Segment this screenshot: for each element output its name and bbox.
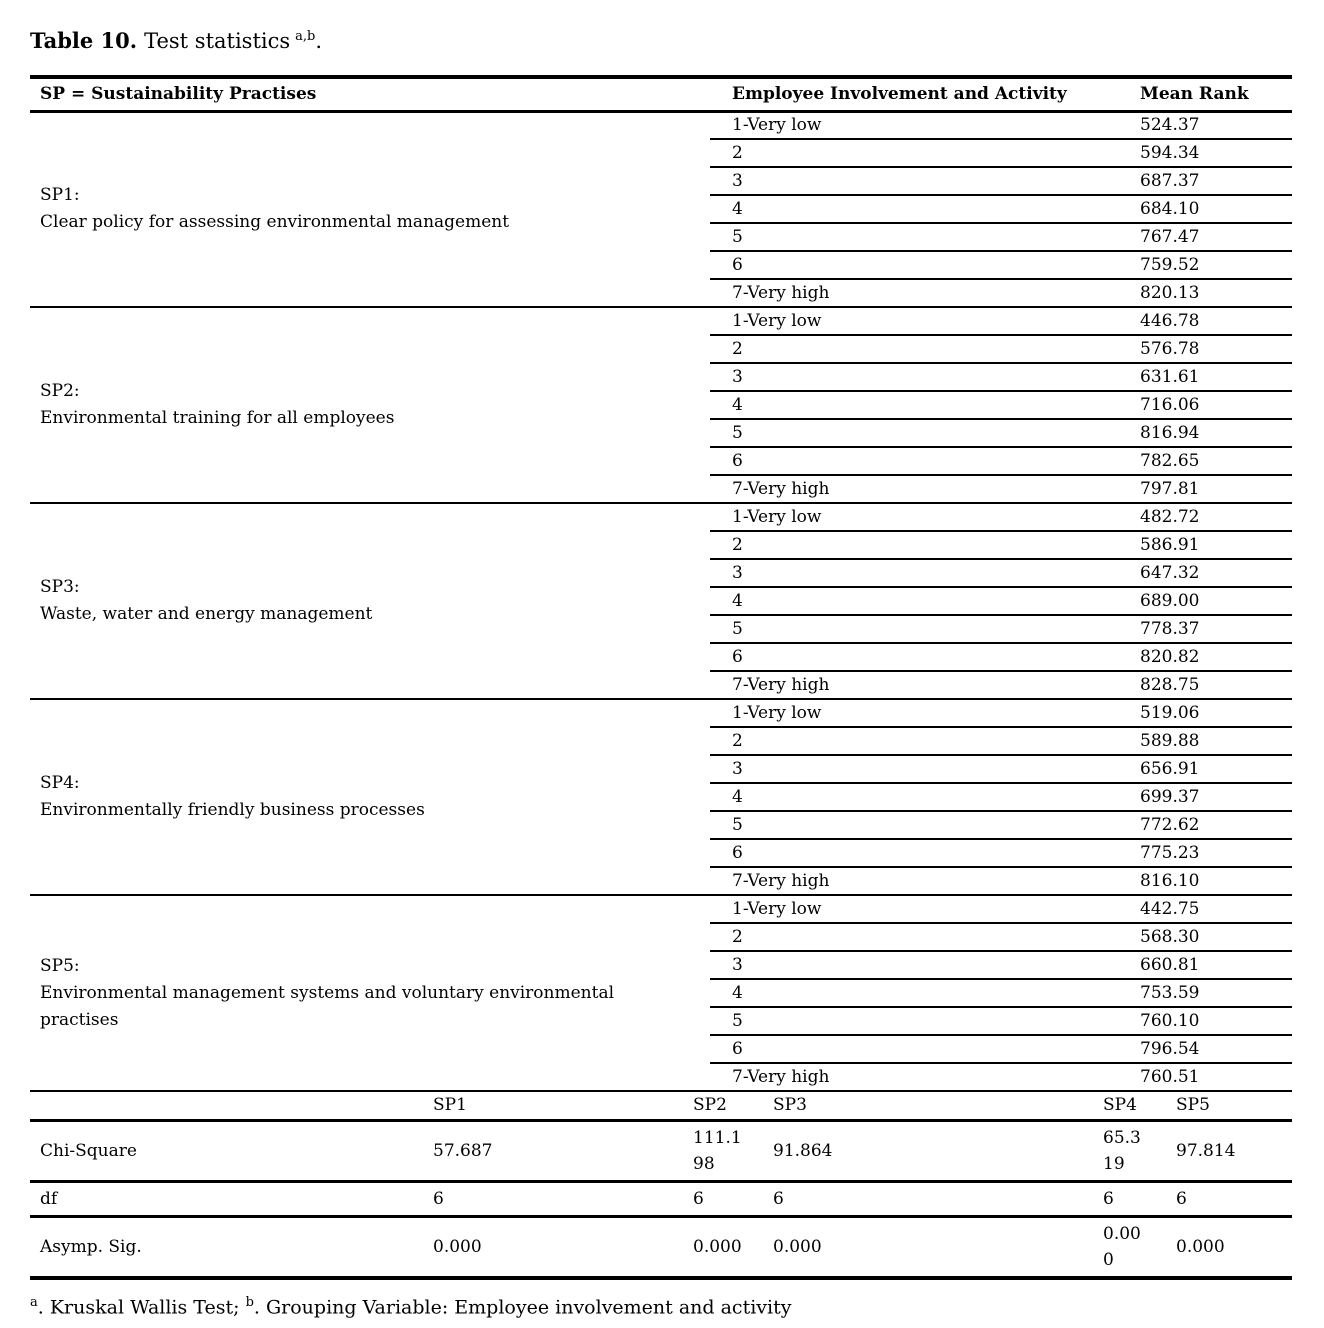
stats-value-cell bbox=[680, 1181, 760, 1216]
involvement-level-cell: 5 bbox=[710, 223, 1130, 251]
mean-rank-row bbox=[30, 503, 1292, 531]
mean-rank-cell: 767.47 bbox=[1130, 223, 1292, 251]
sp-description: Clear policy for assessing environmental management bbox=[40, 212, 510, 233]
stats-value-cell bbox=[680, 1216, 760, 1278]
mean-rank-cell: 778.37 bbox=[1130, 615, 1292, 643]
sp-description-cell bbox=[30, 307, 710, 503]
stats-column-header: SP2 bbox=[680, 1092, 760, 1120]
sp-description-cell bbox=[30, 895, 710, 1091]
stats-value: 6 bbox=[1176, 1188, 1187, 1209]
involvement-level-cell: 5 bbox=[710, 419, 1130, 447]
stats-value: 91.864 bbox=[773, 1140, 833, 1161]
involvement-level-cell: 7-Very high bbox=[710, 867, 1130, 895]
stats-value: 0.000 bbox=[433, 1236, 482, 1257]
mean-rank-cell: 772.62 bbox=[1130, 811, 1292, 839]
stats-value-cell bbox=[1163, 1216, 1292, 1278]
stats-value: 111.198 bbox=[693, 1127, 742, 1174]
stats-column-header: SP1 bbox=[420, 1092, 680, 1120]
header-employee-involvement: Employee Involvement and Activity bbox=[710, 77, 1130, 111]
stats-row-label: Chi-Square bbox=[30, 1120, 420, 1181]
involvement-level-cell: 7-Very high bbox=[710, 1063, 1130, 1091]
involvement-level-cell: 7-Very high bbox=[710, 279, 1130, 307]
stats-value: 57.687 bbox=[433, 1140, 493, 1161]
sp-description: Environmental training for all employees bbox=[40, 408, 395, 428]
involvement-level-cell: 5 bbox=[710, 615, 1130, 643]
involvement-level-cell: 2 bbox=[710, 531, 1130, 559]
involvement-level-cell: 6 bbox=[710, 447, 1130, 475]
sp-description-cell bbox=[30, 111, 710, 307]
involvement-level-cell: 6 bbox=[710, 251, 1130, 279]
table-caption-period: . bbox=[315, 29, 323, 53]
mean-rank-cell: 716.06 bbox=[1130, 391, 1292, 419]
mean-rank-cell: 684.10 bbox=[1130, 195, 1292, 223]
stats-value: 0.000 bbox=[1176, 1236, 1225, 1257]
footnote-superscript-b: b bbox=[245, 1294, 254, 1310]
sp-description: Environmental management systems and voluntary environmental practises bbox=[40, 982, 615, 1030]
mean-rank-cell: 576.78 bbox=[1130, 335, 1292, 363]
involvement-level-cell: 1-Very low bbox=[710, 503, 1130, 531]
involvement-level-cell: 4 bbox=[710, 195, 1130, 223]
mean-rank-cell: 647.32 bbox=[1130, 559, 1292, 587]
stats-value-cell bbox=[420, 1120, 680, 1181]
mean-rank-row bbox=[30, 699, 1292, 727]
footnote-text-a: . Kruskal Wallis Test; bbox=[37, 1295, 246, 1318]
involvement-level-cell: 6 bbox=[710, 1035, 1130, 1063]
table-caption-superscript: a,b bbox=[295, 29, 316, 44]
stats-value: 6 bbox=[433, 1188, 444, 1209]
stats-corner-cell bbox=[30, 1092, 420, 1120]
mean-rank-row bbox=[30, 307, 1292, 335]
involvement-level-cell: 3 bbox=[710, 559, 1130, 587]
mean-rank-cell: 760.10 bbox=[1130, 1007, 1292, 1035]
stats-value-cell bbox=[1090, 1216, 1163, 1278]
mean-rank-cell: 446.78 bbox=[1130, 307, 1292, 335]
mean-rank-cell: 828.75 bbox=[1130, 671, 1292, 699]
mean-rank-cell: 816.10 bbox=[1130, 867, 1292, 895]
mean-rank-row bbox=[30, 895, 1292, 923]
table-caption-number: Table 10. bbox=[30, 28, 138, 53]
stats-value: 65.319 bbox=[1103, 1127, 1141, 1174]
mean-rank-cell: 820.82 bbox=[1130, 643, 1292, 671]
involvement-level-cell: 2 bbox=[710, 335, 1130, 363]
footnote-text-b: . Grouping Variable: Employee involvement and activity bbox=[253, 1295, 792, 1318]
sp-description: Waste, water and energy management bbox=[40, 604, 373, 624]
test-statistics-table bbox=[30, 1092, 1292, 1280]
stats-value-cell bbox=[420, 1181, 680, 1216]
header-mean-rank: Mean Rank bbox=[1130, 77, 1292, 111]
table-caption bbox=[30, 22, 1292, 56]
stats-value-cell bbox=[760, 1120, 1090, 1181]
sp-description-cell bbox=[30, 503, 710, 699]
involvement-level-cell: 3 bbox=[710, 167, 1130, 195]
involvement-level-cell: 2 bbox=[710, 923, 1130, 951]
sp-code: SP2: bbox=[40, 381, 80, 401]
stats-value-cell bbox=[1090, 1120, 1163, 1181]
mean-rank-cell: 589.88 bbox=[1130, 727, 1292, 755]
involvement-level-cell: 2 bbox=[710, 139, 1130, 167]
sp-code: SP4: bbox=[40, 773, 80, 793]
stats-value: 0.000 bbox=[693, 1236, 742, 1257]
stats-value-cell bbox=[1163, 1120, 1292, 1181]
mean-rank-cell: 660.81 bbox=[1130, 951, 1292, 979]
involvement-level-cell: 1-Very low bbox=[710, 895, 1130, 923]
header-sustainability-practises: SP = Sustainability Practises bbox=[30, 77, 710, 111]
involvement-level-cell: 7-Very high bbox=[710, 671, 1130, 699]
mean-rank-table-header-row bbox=[30, 77, 1292, 111]
mean-rank-cell: 782.65 bbox=[1130, 447, 1292, 475]
stats-row bbox=[30, 1181, 1292, 1216]
mean-rank-cell: 568.30 bbox=[1130, 923, 1292, 951]
stats-value-cell bbox=[1163, 1181, 1292, 1216]
sp-description-cell bbox=[30, 699, 710, 895]
mean-rank-cell: 775.23 bbox=[1130, 839, 1292, 867]
mean-rank-cell: 519.06 bbox=[1130, 699, 1292, 727]
mean-rank-cell: 759.52 bbox=[1130, 251, 1292, 279]
stats-value-cell bbox=[760, 1216, 1090, 1278]
mean-rank-cell: 656.91 bbox=[1130, 755, 1292, 783]
stats-header-row bbox=[30, 1092, 1292, 1120]
involvement-level-cell: 3 bbox=[710, 951, 1130, 979]
stats-row-label: df bbox=[30, 1181, 420, 1216]
table-caption-text: Test statistics bbox=[144, 29, 291, 53]
stats-column-header: SP5 bbox=[1163, 1092, 1292, 1120]
mean-rank-cell: 631.61 bbox=[1130, 363, 1292, 391]
mean-rank-cell: 586.91 bbox=[1130, 531, 1292, 559]
table-footnote bbox=[30, 1289, 1292, 1321]
involvement-level-cell: 6 bbox=[710, 839, 1130, 867]
sp-description: Environmentally friendly business processes bbox=[40, 800, 425, 820]
stats-value: 0.000 bbox=[773, 1236, 822, 1257]
mean-rank-row bbox=[30, 111, 1292, 139]
mean-rank-cell: 689.00 bbox=[1130, 587, 1292, 615]
involvement-level-cell: 6 bbox=[710, 643, 1130, 671]
involvement-level-cell: 4 bbox=[710, 391, 1130, 419]
involvement-level-cell: 3 bbox=[710, 363, 1130, 391]
stats-value: 6 bbox=[1103, 1188, 1114, 1209]
stats-value-cell bbox=[760, 1181, 1090, 1216]
involvement-level-cell: 1-Very low bbox=[710, 111, 1130, 139]
stats-value-cell bbox=[680, 1120, 760, 1181]
involvement-level-cell: 7-Very high bbox=[710, 475, 1130, 503]
involvement-level-cell: 4 bbox=[710, 979, 1130, 1007]
mean-rank-cell: 699.37 bbox=[1130, 783, 1292, 811]
mean-rank-cell: 753.59 bbox=[1130, 979, 1292, 1007]
mean-rank-cell: 760.51 bbox=[1130, 1063, 1292, 1091]
stats-row-label: Asymp. Sig. bbox=[40, 1236, 142, 1257]
mean-rank-cell: 524.37 bbox=[1130, 111, 1292, 139]
mean-rank-cell: 594.34 bbox=[1130, 139, 1292, 167]
footnote-superscript-a: a bbox=[30, 1294, 38, 1310]
mean-rank-cell: 820.13 bbox=[1130, 279, 1292, 307]
involvement-level-cell: 3 bbox=[710, 755, 1130, 783]
mean-rank-cell: 797.81 bbox=[1130, 475, 1292, 503]
mean-rank-cell: 687.37 bbox=[1130, 167, 1292, 195]
mean-rank-cell: 796.54 bbox=[1130, 1035, 1292, 1063]
involvement-level-cell: 4 bbox=[710, 587, 1130, 615]
stats-value: 97.814 bbox=[1176, 1140, 1236, 1161]
stats-value-cell bbox=[1090, 1181, 1163, 1216]
stats-row bbox=[30, 1216, 1292, 1278]
stats-value: 6 bbox=[773, 1188, 784, 1209]
sp-code: SP3: bbox=[40, 577, 80, 597]
mean-rank-cell: 482.72 bbox=[1130, 503, 1292, 531]
involvement-level-cell: 1-Very low bbox=[710, 307, 1130, 335]
involvement-level-cell: 4 bbox=[710, 783, 1130, 811]
sp-code: SP5: bbox=[40, 955, 80, 976]
stats-value: 0.000 bbox=[1103, 1223, 1141, 1270]
involvement-level-cell: 5 bbox=[710, 811, 1130, 839]
mean-rank-cell: 442.75 bbox=[1130, 895, 1292, 923]
stats-column-header: SP3 bbox=[760, 1092, 1090, 1120]
involvement-level-cell: 1-Very low bbox=[710, 699, 1130, 727]
stats-column-header: SP4 bbox=[1090, 1092, 1163, 1120]
mean-rank-table bbox=[30, 75, 1292, 1092]
stats-row bbox=[30, 1120, 1292, 1181]
mean-rank-cell: 816.94 bbox=[1130, 419, 1292, 447]
involvement-level-cell: 2 bbox=[710, 727, 1130, 755]
stats-value-cell bbox=[420, 1216, 680, 1278]
stats-value: 6 bbox=[693, 1188, 704, 1209]
sp-code: SP1: bbox=[40, 185, 80, 206]
involvement-level-cell: 5 bbox=[710, 1007, 1130, 1035]
